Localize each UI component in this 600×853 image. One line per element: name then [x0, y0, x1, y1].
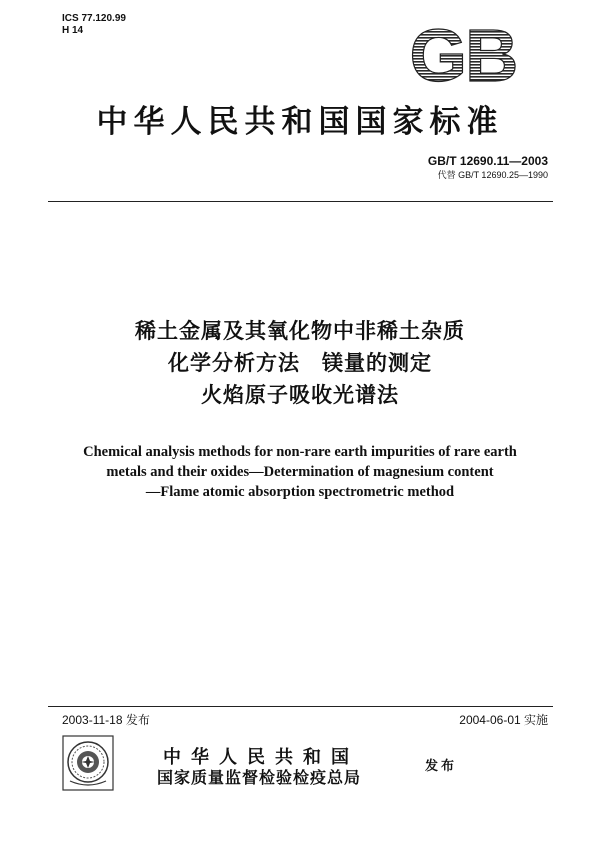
gb-logo — [403, 19, 523, 89]
ics-number: ICS 77.120.99 — [62, 13, 126, 24]
publisher-line-2: 国家质量监督检验检疫总局 — [157, 768, 362, 787]
standard-number-block — [428, 154, 548, 182]
implementation-date: 2004-06-01 实施 — [459, 713, 548, 727]
top-divider — [48, 201, 553, 202]
aqsiq-seal-icon — [62, 735, 114, 791]
classification-code: H 14 — [62, 25, 84, 36]
english-title — [0, 442, 600, 502]
chinese-title-line-2: 化学分析方法 镁量的测定 — [168, 351, 432, 375]
chinese-title — [0, 315, 600, 411]
publisher-line-1: 中华人民共和国 — [163, 747, 359, 768]
ics-code-block — [62, 13, 126, 37]
release-label: 发布 — [425, 759, 458, 774]
replaces-standard: 代替 GB/T 12690.25—1990 — [437, 170, 548, 180]
chinese-title-line-3: 火焰原子吸收光谱法 — [201, 383, 399, 407]
gb-logo-text: GB — [409, 19, 517, 89]
standard-name: 中华人民共和国国家标准 — [96, 104, 504, 140]
english-title-line-2: metals and their oxides—Determination of magnesium content — [106, 464, 494, 480]
standard-number: GB/T 12690.11—2003 — [427, 154, 548, 168]
english-title-line-3: —Flame atomic absorption spectrometric method — [145, 484, 455, 500]
chinese-title-line-1: 稀土金属及其氧化物中非稀土杂质 — [135, 319, 465, 343]
bottom-divider — [48, 706, 553, 707]
english-title-line-1: Chemical analysis methods for non-rare earth impurities of rare earth — [83, 444, 517, 460]
issue-date: 2003-11-18 发布 — [62, 713, 150, 727]
